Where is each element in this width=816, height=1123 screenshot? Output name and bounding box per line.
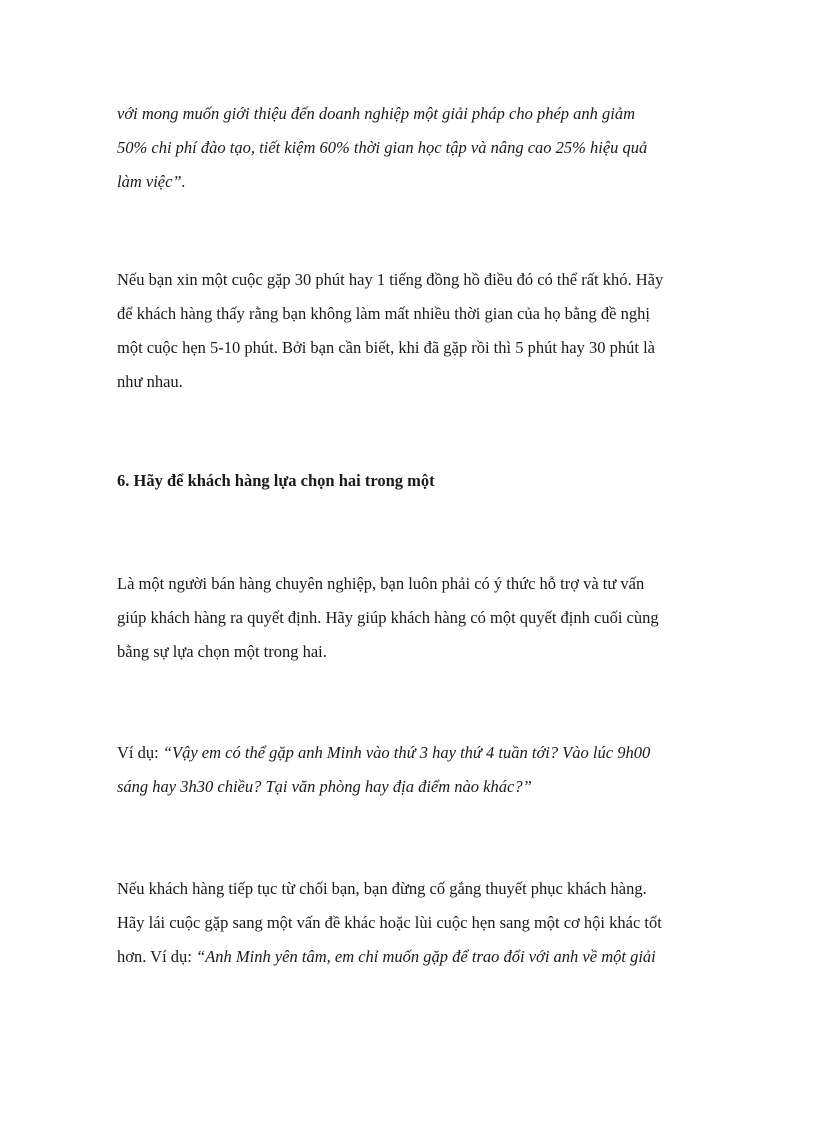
paragraph-2-line-3: một cuộc hẹn 5-10 phút. Bởi bạn cần biết, khi đã gặp rồi thì 5 phút hay 30 phút là xyxy=(117,338,655,357)
example-prefix: Ví dụ: xyxy=(117,743,163,762)
paragraph-5-line-3 xyxy=(117,940,717,974)
paragraph-3 xyxy=(117,567,717,669)
paragraph-4-line-1 xyxy=(117,736,717,770)
paragraph-1 xyxy=(117,97,717,199)
paragraph-4-line-2: sáng hay 3h30 chiều? Tại văn phòng hay địa điểm nào khác?” xyxy=(117,777,532,796)
paragraph-3-line-2: giúp khách hàng ra quyết định. Hãy giúp khách hàng có một quyết định cuối cùng xyxy=(117,608,659,627)
paragraph-2-line-1: Nếu bạn xin một cuộc gặp 30 phút hay 1 tiếng đồng hồ điều đó có thể rất khó. Hãy xyxy=(117,270,664,289)
paragraph-2 xyxy=(117,263,717,399)
paragraph-2-line-2: để khách hàng thấy rằng bạn không làm mất nhiều thời gian của họ bằng đề nghị xyxy=(117,304,650,323)
paragraph-5-line-3-quote: “Anh Minh yên tâm, em chỉ muốn gặp để trao đổi với anh về một giải xyxy=(196,947,656,966)
paragraph-5-line-2: Hãy lái cuộc gặp sang một vấn đề khác hoặc lùi cuộc hẹn sang một cơ hội khác tốt xyxy=(117,913,662,932)
paragraph-5-line-1: Nếu khách hàng tiếp tục từ chối bạn, bạn đừng cố gắng thuyết phục khách hàng. xyxy=(117,879,647,898)
paragraph-5 xyxy=(117,872,717,974)
paragraph-4 xyxy=(117,736,717,804)
paragraph-1-line-3: làm việc”. xyxy=(117,172,186,191)
example-quote-part-1: “Vậy em có thể gặp anh Minh vào thứ 3 hay thứ 4 tuần tới? Vào lúc 9h00 xyxy=(162,743,651,762)
paragraph-3-line-1: Là một người bán hàng chuyên nghiệp, bạn luôn phải có ý thức hỗ trợ và tư vấn xyxy=(117,574,645,593)
paragraph-5-line-3-prefix: hơn. Ví dụ: xyxy=(117,947,197,966)
section-heading: 6. Hãy để khách hàng lựa chọn hai trong một xyxy=(117,471,435,490)
paragraph-3-line-3: bằng sự lựa chọn một trong hai. xyxy=(117,642,327,661)
paragraph-2-line-4: như nhau. xyxy=(117,372,183,391)
paragraph-1-line-1: với mong muốn giới thiệu đến doanh nghiệp một giải pháp cho phép anh giảm xyxy=(117,104,636,123)
paragraph-1-line-2: 50% chi phí đào tạo, tiết kiệm 60% thời gian học tập và nâng cao 25% hiệu quả xyxy=(117,138,648,157)
